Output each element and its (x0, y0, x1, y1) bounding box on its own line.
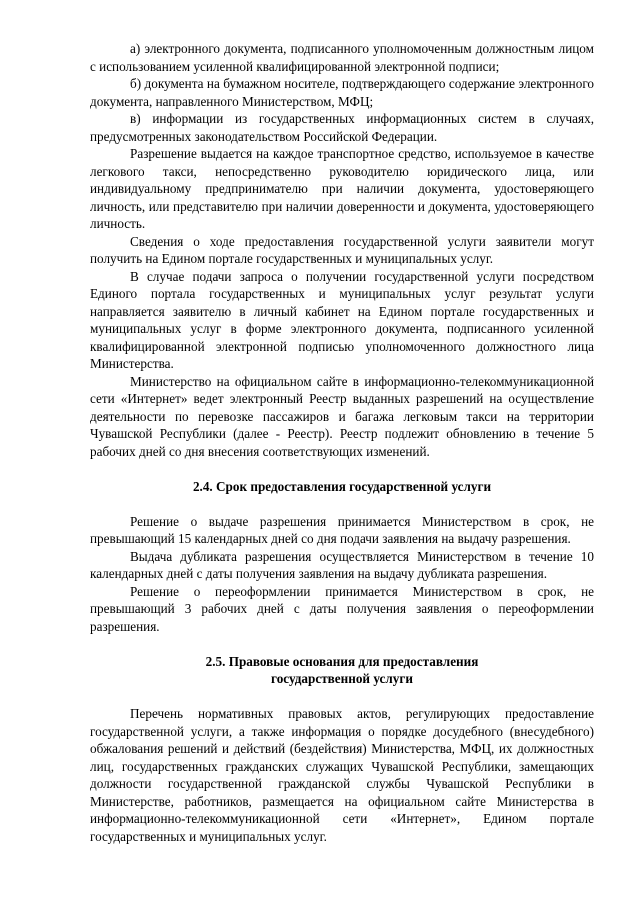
paragraph-item-b: б) документа на бумажном носителе, подтверждающего содержание электронного документа, направленного Министерством, МФЦ; (90, 76, 594, 109)
paragraph-portal-request: В случае подачи запроса о получении государственной услуги посредством Единого портала государственных и муниципальных услуг результат услуги направляется заявителю в личный кабинет на Едином портале государственных и муниципальных услуг в форме электронного документа, подписанного усиленной квалифицированной электронной подписью уполномоченного должностного лица Министерства. (90, 268, 594, 371)
paragraph-status-info: Сведения о ходе предоставления государственной услуги заявители могут получить на Едином портале государственных и муниципальных услуг. (90, 233, 594, 266)
section-heading-2-5 (90, 653, 594, 688)
section-heading-2-5-line-1: 2.5. Правовые основания для предоставления (205, 653, 479, 669)
paragraph-permit-issuance: Разрешение выдается на каждое транспортное средство, используемое в качестве легкового такси, непосредственно руководителю юридического лица, или индивидуальному предпринимателю при наличии документа, удостоверяющего личность, или представителю при наличии доверенности и документа, удостоверяющего личность. (90, 146, 594, 231)
paragraph-duplicate-term: Выдача дубликата разрешения осуществляется Министерством в течение 10 календарных дней с даты получения заявления на выдачу дубликата разрешения. (90, 548, 594, 581)
paragraph-item-c: в) информации из государственных информационных систем в случаях, предусмотренных законодательством Российской Федерации. (90, 111, 594, 144)
section-heading-2-5-line-2: государственной услуги (271, 671, 413, 686)
document-body (90, 40, 594, 845)
paragraph-registry: Министерство на официальном сайте в информационно-телекоммуникационной сети «Интернет» ведет электронный Реестр выданных разрешений на осуществление деятельности по перевозке пассажиров и багажа легковым такси на территории Чувашской Республики (далее - Реестр). Реестр подлежит обновлению в течение 5 рабочих дней со дня внесения соответствующих изменений. (90, 373, 594, 459)
paragraph-reissue-term: Решение о переоформлении принимается Министерством в срок, не превышающий 3 рабочих дней с даты получения заявления о переоформлении разрешения. (90, 583, 594, 634)
paragraph-legal-acts: Перечень нормативных правовых актов, регулирующих предоставление государственной услуги, а также информация о порядке досудебного (внесудебного) обжалования решений и действий (бездействия) Министерства, МФЦ, их должностных лиц, государственных гражданских служащих Чувашской Республики, замещающих должности государственной гражданской службы Чувашской Республики в Министерстве, работников, размещается на официальном сайте Министерства в информационно-телекоммуникационной сети «Интернет», Едином портале государственных и муниципальных услуг. (90, 706, 594, 844)
paragraph-decision-term: Решение о выдаче разрешения принимается Министерством в срок, не превышающий 15 календарных дней со дня подачи заявления на выдачу разрешения. (90, 513, 594, 546)
section-heading-2-4: 2.4. Срок предоставления государственной услуги (192, 478, 492, 494)
paragraph-item-a: а) электронного документа, подписанного уполномоченным должностным лицом с использованием усиленной квалифицированной электронной подписи; (90, 41, 594, 74)
